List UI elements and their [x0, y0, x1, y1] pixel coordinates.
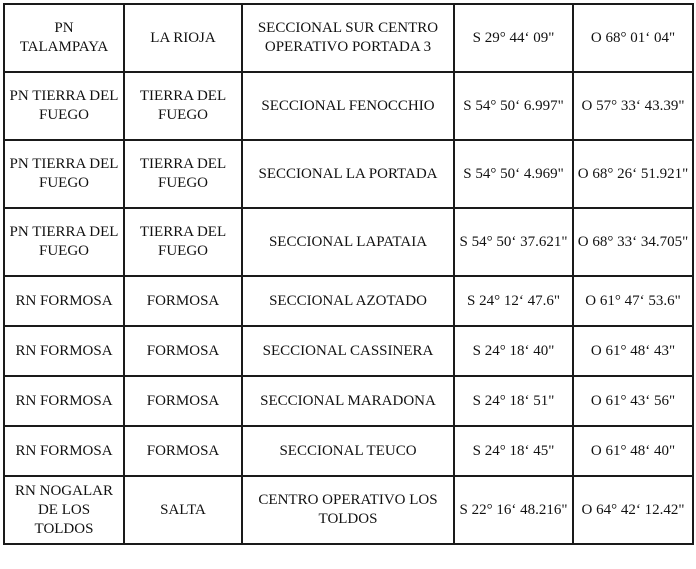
- station-cell: SECCIONAL SUR CENTRO OPERATIVO PORTADA 3: [242, 4, 454, 72]
- longitude-cell: O 57° 33‘ 43.39": [573, 72, 693, 140]
- latitude-cell: S 24° 18‘ 40": [454, 326, 573, 376]
- stations-table: [3, 3, 694, 545]
- longitude-cell: O 61° 47‘ 53.6": [573, 276, 693, 326]
- longitude-cell: O 61° 48‘ 43": [573, 326, 693, 376]
- longitude-cell: O 64° 42‘ 12.42": [573, 476, 693, 544]
- area-cell: RN FORMOSA: [4, 376, 124, 426]
- latitude-cell: S 54° 50‘ 37.621": [454, 208, 573, 276]
- station-cell: SECCIONAL TEUCO: [242, 426, 454, 476]
- table-row: [4, 140, 693, 208]
- table-row: [4, 326, 693, 376]
- province-cell: TIERRA DEL FUEGO: [124, 72, 242, 140]
- table-row: [4, 376, 693, 426]
- table-row: [4, 476, 693, 544]
- table-row: [4, 72, 693, 140]
- latitude-cell: S 54° 50‘ 4.969": [454, 140, 573, 208]
- area-cell: RN FORMOSA: [4, 426, 124, 476]
- province-cell: FORMOSA: [124, 276, 242, 326]
- province-cell: FORMOSA: [124, 326, 242, 376]
- station-cell: SECCIONAL MARADONA: [242, 376, 454, 426]
- latitude-cell: S 24° 18‘ 45": [454, 426, 573, 476]
- area-cell: PN TIERRA DEL FUEGO: [4, 208, 124, 276]
- province-cell: SALTA: [124, 476, 242, 544]
- province-cell: TIERRA DEL FUEGO: [124, 208, 242, 276]
- station-cell: SECCIONAL LAPATAIA: [242, 208, 454, 276]
- area-cell: RN FORMOSA: [4, 326, 124, 376]
- table-row: [4, 276, 693, 326]
- station-cell: CENTRO OPERATIVO LOS TOLDOS: [242, 476, 454, 544]
- longitude-cell: O 61° 43‘ 56": [573, 376, 693, 426]
- longitude-cell: O 68° 01‘ 04": [573, 4, 693, 72]
- latitude-cell: S 22° 16‘ 48.216": [454, 476, 573, 544]
- area-cell: PN TALAMPAYA: [4, 4, 124, 72]
- latitude-cell: S 29° 44‘ 09": [454, 4, 573, 72]
- area-cell: RN NOGALAR DE LOS TOLDOS: [4, 476, 124, 544]
- longitude-cell: O 61° 48‘ 40": [573, 426, 693, 476]
- province-cell: LA RIOJA: [124, 4, 242, 72]
- longitude-cell: O 68° 26‘ 51.921": [573, 140, 693, 208]
- province-cell: FORMOSA: [124, 376, 242, 426]
- station-cell: SECCIONAL LA PORTADA: [242, 140, 454, 208]
- table-row: [4, 426, 693, 476]
- latitude-cell: S 24° 12‘ 47.6": [454, 276, 573, 326]
- station-cell: SECCIONAL CASSINERA: [242, 326, 454, 376]
- station-cell: SECCIONAL AZOTADO: [242, 276, 454, 326]
- table-row: [4, 208, 693, 276]
- latitude-cell: S 24° 18‘ 51": [454, 376, 573, 426]
- province-cell: FORMOSA: [124, 426, 242, 476]
- station-cell: SECCIONAL FENOCCHIO: [242, 72, 454, 140]
- province-cell: TIERRA DEL FUEGO: [124, 140, 242, 208]
- latitude-cell: S 54° 50‘ 6.997": [454, 72, 573, 140]
- longitude-cell: O 68° 33‘ 34.705": [573, 208, 693, 276]
- area-cell: RN FORMOSA: [4, 276, 124, 326]
- area-cell: PN TIERRA DEL FUEGO: [4, 72, 124, 140]
- area-cell: PN TIERRA DEL FUEGO: [4, 140, 124, 208]
- table-row: [4, 4, 693, 72]
